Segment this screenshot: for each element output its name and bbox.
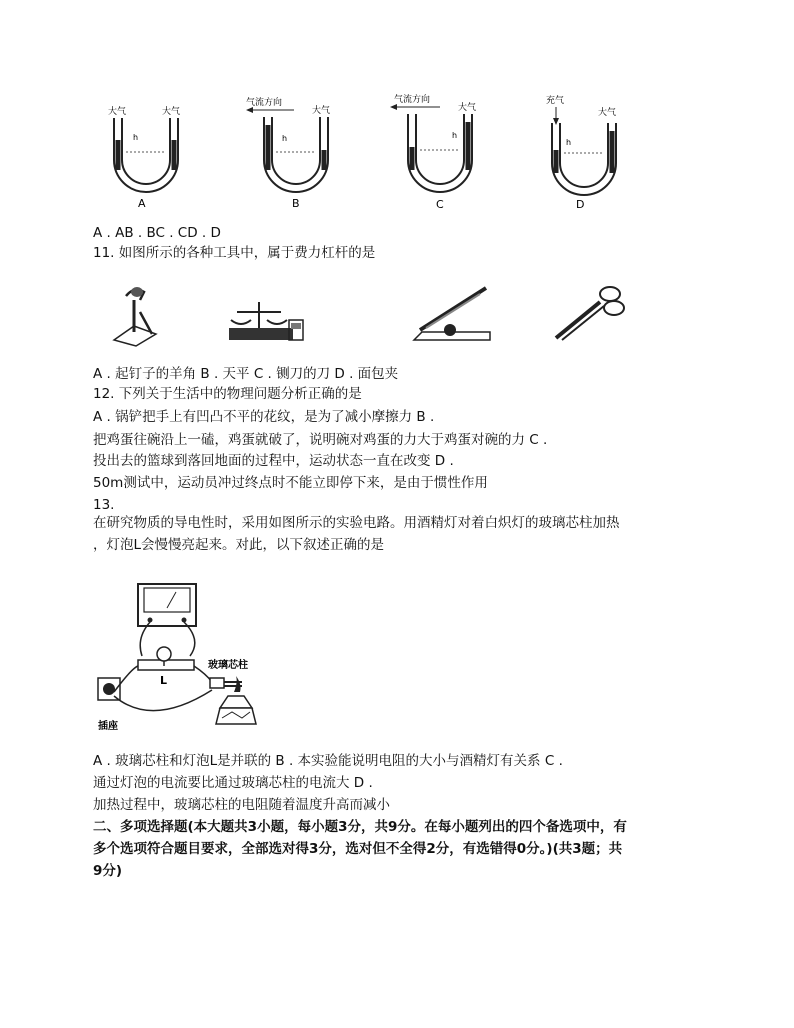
airflow-label: 气流方向 [246,98,283,108]
u-tube-figure-b [244,95,354,215]
atm-label-right: 大气 [312,106,331,116]
q13-line-3: 加热过程中，玻璃芯柱的电阻随着温度升高而减小 [93,797,390,813]
q12-stem: 12. 下列关于生活中的物理问题分析正确的是 [93,386,362,402]
socket-label: 插座 [98,721,118,732]
lamp-label: L [160,674,168,687]
section2-line-1: 二、多项选择题(本大题共3小题，每小题3分，共9分。在每小题列出的四个备选项中，有 [93,819,627,835]
paper-cutter-image [412,282,492,344]
q10-options: A . AB . BC . CD . D [93,225,221,241]
atm-label-left: 大气 [108,107,127,117]
u-tube-figure-c [388,92,498,215]
atm-label-right: 大气 [598,108,617,118]
u-tube-figure-d [538,95,638,215]
glass-core-label: 玻璃芯柱 [208,660,248,671]
q13-number: 13. [93,497,115,513]
circuit-diagram [92,578,272,738]
section2-line-3: 9分) [93,863,123,879]
h-label: h [452,131,458,140]
q12-line-2: 把鸡蛋往碗沿上一磕，鸡蛋就破了，说明碗对鸡蛋的力大于鸡蛋对碗的力 C . [93,432,548,448]
h-label: h [133,133,139,142]
section2-line-2: 多个选项符合题目要求，全部选对得3分，选对但不全得2分，有选错得0分。)(共3题；共 [93,841,623,857]
q12-line-3: 投出去的篮球到落回地面的过程中，运动状态一直在改变 D . [93,453,454,469]
q12-line-4: 50m测试中，运动员冲过终点时不能立即停下来，是由于惯性作用 [93,475,488,491]
figure-letter: A [138,197,146,210]
balance-scale-image [225,292,305,347]
h-label: h [282,134,288,143]
figure-letter: D [576,198,585,211]
figure-letter: B [292,197,300,210]
airflow-label: 气流方向 [394,95,431,105]
q12-line-1: A . 锅铲把手上有凹凸不平的花纹，是为了减小摩擦力 B . [93,409,435,425]
q11-options: A . 起钉子的羊角 B . 天平 C . 铡刀的刀 D . 面包夹 [93,366,399,382]
q13-line-2: 通过灯泡的电流要比通过玻璃芯柱的电流大 D . [93,775,373,791]
figure-letter: C [436,198,444,211]
q13-stem-line-2: ，灯泡L会慢慢亮起来。对此，以下叙述正确的是 [93,537,385,553]
u-tube-figure-a [100,100,200,215]
inflate-label: 充气 [546,96,565,106]
q13-stem-line-1: 在研究物质的导电性时，采用如图所示的实验电路。用酒精灯对着白炽灯的玻璃芯柱加热 [93,515,620,531]
q13-line-1: A . 玻璃芯柱和灯泡L是并联的 B . 本实验能说明电阻的大小与酒精灯有关系 C . [93,753,563,769]
q11-stem: 11. 如图所示的各种工具中，属于费力杠杆的是 [93,245,376,261]
atm-label-right: 大气 [458,103,477,113]
atm-label-right: 大气 [162,107,181,117]
bread-clip-image [548,282,628,344]
claw-hammer-image [110,282,160,347]
h-label: h [566,138,572,147]
